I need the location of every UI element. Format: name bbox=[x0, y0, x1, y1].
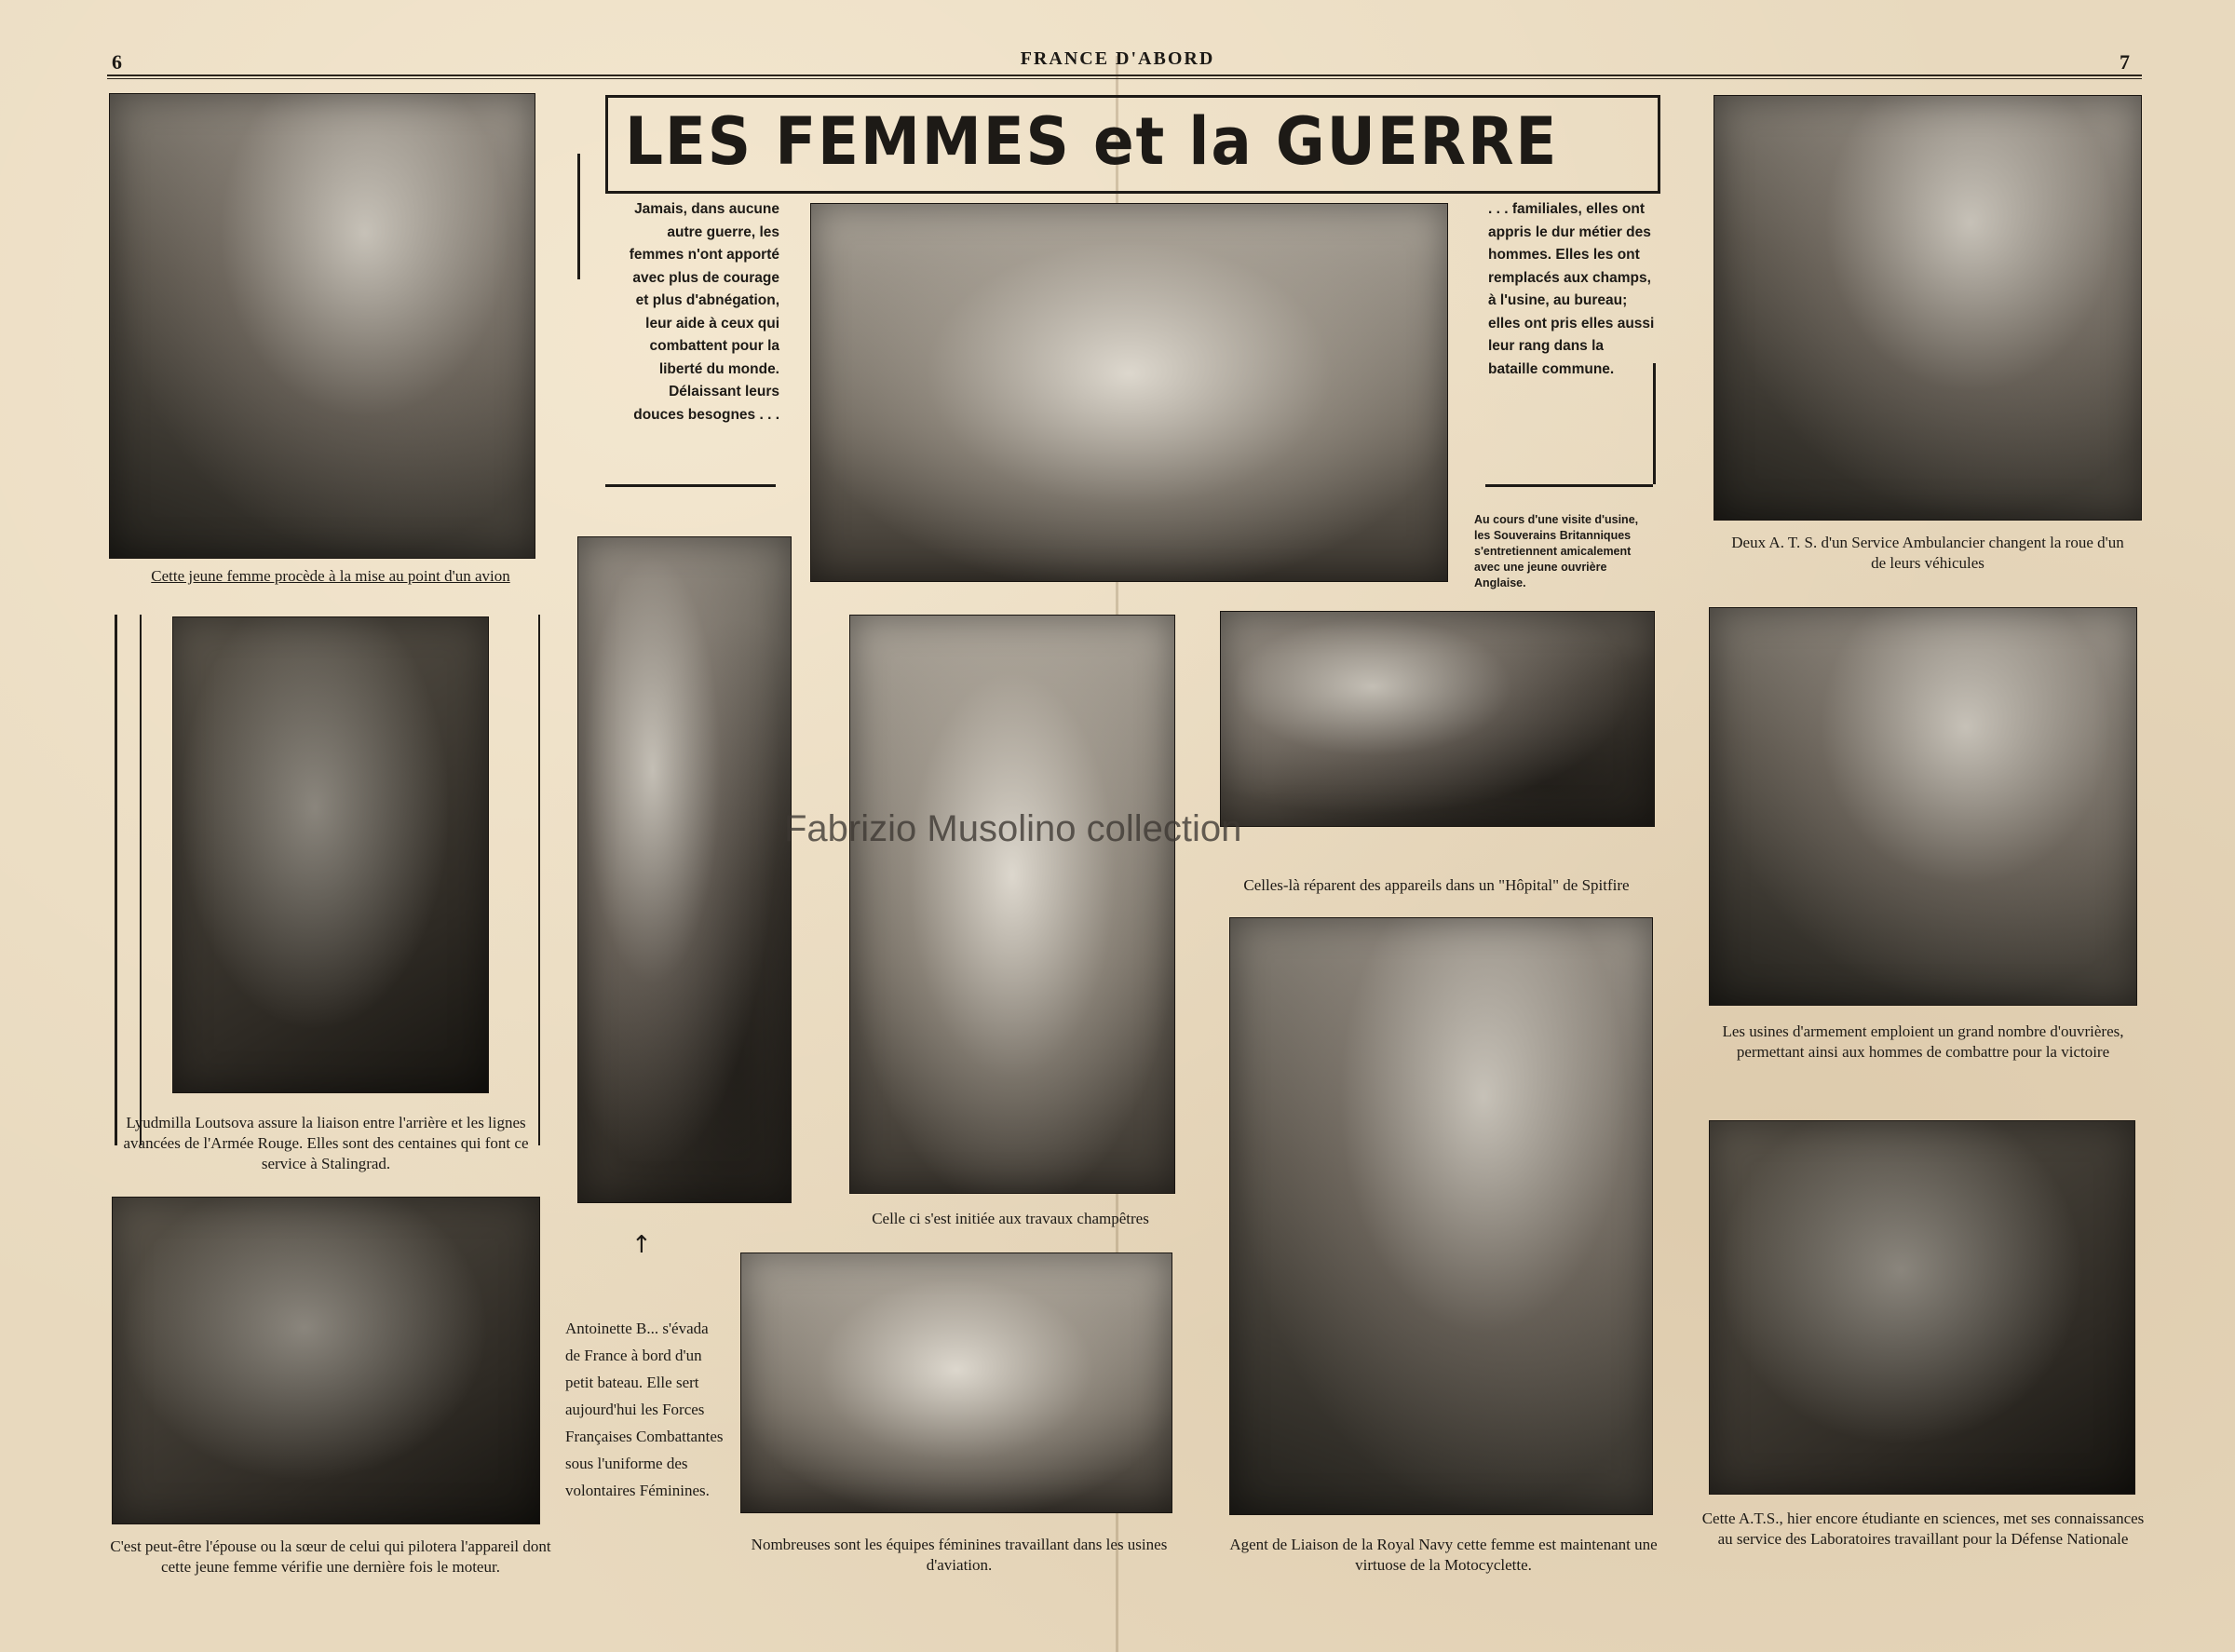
header-rule bbox=[107, 74, 2142, 79]
caption-ats-roue: Deux A. T. S. d'un Service Ambulancier changent la roue d'un de leurs véhicules bbox=[1731, 534, 2124, 573]
masthead: FRANCE D'ABORD bbox=[1020, 48, 1215, 69]
caption-loutsova: Lyudmilla Loutsova assure la liaison entre l'arrière et les lignes avancées de l'Armée Rouge. Elles sont des centaines qui font ce service à Stalingrad. bbox=[123, 1114, 529, 1173]
photo-antoinette bbox=[577, 536, 792, 1203]
photo-aviation bbox=[740, 1253, 1172, 1513]
caption-royal-navy: Agent de Liaison de la Royal Navy cette femme est maintenant une virtuose de la Motocyclette. bbox=[1229, 1536, 1658, 1575]
caption-avion: Cette jeune femme procède à la mise au point d'un avion bbox=[151, 567, 510, 585]
caption-souverains: Au cours d'une visite d'usine, les Souverains Britanniques s'entretiennent amicalement avec une jeune ouvrière Anglaise. bbox=[1474, 513, 1639, 589]
intro-right: . . . familiales, elles ont appris le dur métier des hommes. Elles les ont remplacés aux champs, à l'usine, au bureau; elles ont pris elles aussi leur rang dans la bataille commune. bbox=[1488, 201, 1655, 377]
caption-armement: Les usines d'armement emploient un grand nombre d'ouvrières, permettant ainsi aux hommes de combattre pour la victoire bbox=[1722, 1022, 2124, 1062]
photo-avion bbox=[109, 93, 535, 559]
title-box bbox=[605, 95, 1660, 194]
caption-aviation: Nombreuses sont les équipes féminines travaillant dans les usines d'aviation. bbox=[751, 1536, 1168, 1575]
photo-loutsova bbox=[172, 616, 489, 1093]
photo-spitfire bbox=[1220, 611, 1655, 827]
photo-ats-labo bbox=[1709, 1120, 2135, 1495]
photo-champetres bbox=[849, 615, 1175, 1194]
intro-rule-left bbox=[577, 154, 580, 279]
photo-epouse bbox=[112, 1197, 540, 1524]
frame-rule-left bbox=[115, 615, 117, 1145]
intro-rule-bottom-right bbox=[1485, 484, 1653, 487]
page-number-left: 6 bbox=[112, 50, 122, 74]
caption-champetres: Celle ci s'est initiée aux travaux champêtres bbox=[872, 1210, 1149, 1227]
intro-rule-bottom-left bbox=[605, 484, 776, 487]
intro-left: Jamais, dans aucune autre guerre, les femmes n'ont apporté avec plus de courage et plus d'abnégation, leur aide à ceux qui combattent pour la liberté du monde. Délaissant leurs douces besognes . . . bbox=[629, 201, 779, 423]
caption-ats-labo: Cette A.T.S., hier encore étudiante en sciences, met ses connaissances au service des Laboratoires travaillant pour la Défense Nationale bbox=[1701, 1510, 2145, 1549]
photo-armement bbox=[1709, 607, 2137, 1006]
caption-epouse: C'est peut-être l'épouse ou la sœur de celui qui pilotera l'appareil dont cette jeune femme vérifie une dernière fois le moteur. bbox=[110, 1537, 551, 1577]
caption-antoinette: Antoinette B... s'évada de France à bord d'un petit bateau. Elle sert aujourd'hui les Forces Françaises Combattantes sous l'uniforme des volontaires Féminines. bbox=[565, 1320, 724, 1499]
caption-spitfire: Celles-là réparent des appareils dans un "Hôpital" de Spitfire bbox=[1243, 876, 1630, 894]
watermark: Fabrizio Musolino collection bbox=[784, 808, 1242, 849]
photo-souverains bbox=[810, 203, 1448, 582]
frame-rule-left-inner bbox=[140, 615, 142, 1145]
frame-rule-right bbox=[538, 615, 540, 1145]
article-title: LES FEMMES et la GUERRE bbox=[625, 103, 1559, 180]
intro-rule-right bbox=[1653, 363, 1656, 484]
page-number-right: 7 bbox=[2120, 50, 2130, 74]
photo-ats-roue bbox=[1714, 95, 2142, 521]
photo-royal-navy bbox=[1229, 917, 1653, 1515]
arrow-up-icon: ↑ bbox=[631, 1231, 652, 1259]
